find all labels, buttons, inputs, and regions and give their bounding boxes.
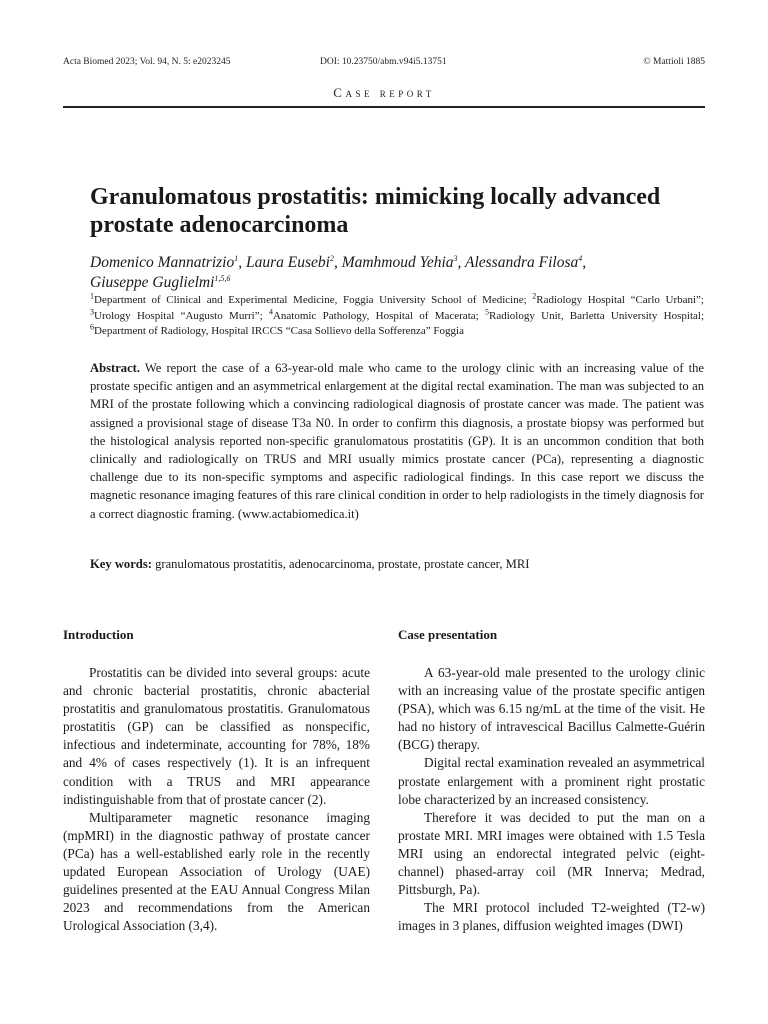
affiliation: $^3$Urology Hospital “Augusto Murri”;	[90, 306, 269, 322]
case-presentation-heading: Case presentation	[398, 627, 498, 642]
author: Mamhmoud Yehia$^3$,	[341, 253, 465, 271]
affiliation: $^1$Department of Clinical and Experimental Medicine, Foggia University School of Medicine;	[90, 291, 533, 306]
affiliation: $^5$Radiology Unit, Barletta University Hospital;	[485, 306, 705, 322]
paragraph: Digital rectal examination revealed an asymmetrical prostate enlargement with a prominent right prostatic lobe characterized by an increased consistency.	[398, 755, 705, 807]
keywords-label: Key words:	[90, 557, 152, 571]
paragraph: Prostatitis can be divided into several groups: acute and chronic bacterial prostatitis, chronic abacterial prostatitis and granulomatous prostatitis. Granulomatous prostatitis (GP) can be classified as nonspecific, infectious and indeterminate, accounting for 78%, 18% and 4% of cases respectively (1). It is an infrequent condition with a TRUS and MRI appearance indistinguishable from that of prostate cancer (2).	[63, 665, 370, 807]
abstract-label: Abstract.	[90, 361, 141, 375]
paragraph: Therefore it was decided to put the man on a prostate MRI. MRI images were obtained with 1.5 Tesla MRI using an endorectal integrated pelvic (eight-channel) phased-array coil (MR Innerva; Medrad, Pittsburgh, Pa).	[398, 809, 705, 898]
abstract-text: We report the case of a 63-year-old male who came to the urology clinic with an increasing value of the prostate specific antigen and an asymmetrical enlargement at the digital rectal examination. The man was subjected to an MRI of the prostate following which a convincing radiological diagnosis of prostate cancer was made. The patient was assigned a provisional stage of disease T3a N0. In order to confirm this diagnosis, a prostate biopsy was performed but the histological analysis reported non-specific granulomatous prostatitis (GP). It is an uncommon condition that both clinically and radiologically on TRUS and MRI usually mimics prostate cancer (PCa), representing a diagnostic challenge due to its non-specific symptoms and aspecific radiological findings. In this case report we discuss the magnetic resonance imaging features of this rare clinical condition in order to help radiologists in the timely diagnosis for a correct diagnostic framing. (www.actabiomedica.it)	[90, 361, 704, 521]
keywords	[90, 555, 704, 573]
keywords-text: granulomatous prostatitis, adenocarcinoma, prostate, prostate cancer, MRI	[155, 557, 530, 571]
affiliations	[90, 293, 704, 340]
paragraph: A 63-year-old male presented to the urology clinic with an increasing value of the prostate specific antigen (PSA), which was 6.15 ng/mL at the time of the visit. He had no history of intravescical Bacillus Calmette-Guérin (BCG) therapy.	[398, 665, 705, 753]
paragraph: The MRI protocol included T2-weighted (T2-w) images in 3 planes, diffusion weighted images (DWI)	[398, 900, 705, 934]
affiliation: $^4$Anatomic Pathology, Hospital of Macerata;	[268, 306, 486, 322]
section-label: Case report	[333, 85, 435, 100]
case-presentation-column	[398, 626, 705, 935]
author: Domenico Mannatrizio$^1$,	[90, 253, 246, 271]
abstract	[90, 359, 704, 523]
author: Alessandra Filosa$^4$,	[465, 253, 587, 271]
affiliation: $^2$Radiology Hospital “Carlo Urbani”;	[532, 291, 704, 306]
introduction-heading: Introduction	[63, 627, 134, 642]
journal-citation: Acta Biomed 2023; Vol. 94, N. 5: e2023245	[63, 57, 231, 67]
header-rule	[63, 106, 705, 108]
author-list	[90, 253, 710, 293]
article-title: Granulomatous prostatitis: mimicking locally advanced prostate adenocarcinoma	[90, 184, 661, 238]
author: Giuseppe Guglielmi$^{1,5,6}$	[90, 273, 231, 291]
doi[interactable]: DOI: 10.23750/abm.v94i5.13751	[320, 57, 447, 67]
author: Laura Eusebi$^2$,	[245, 253, 342, 271]
publisher-copyright: © Mattioli 1885	[643, 57, 705, 67]
paragraph: Multiparameter magnetic resonance imaging (mpMRI) in the diagnostic pathway of prostate cancer (PCa) has a well-established early role in the recently updated European Association of Urology (UAE) guidelines presented at the EAU Annual Congress Milan 2023 and recommendations from the American Urological Association (3,4).	[63, 809, 370, 934]
introduction-column	[63, 626, 370, 935]
affiliation: $^6$Department of Radiology, Hospital IRCCS “Casa Sollievo della Sofferenza” Foggia	[90, 322, 464, 337]
